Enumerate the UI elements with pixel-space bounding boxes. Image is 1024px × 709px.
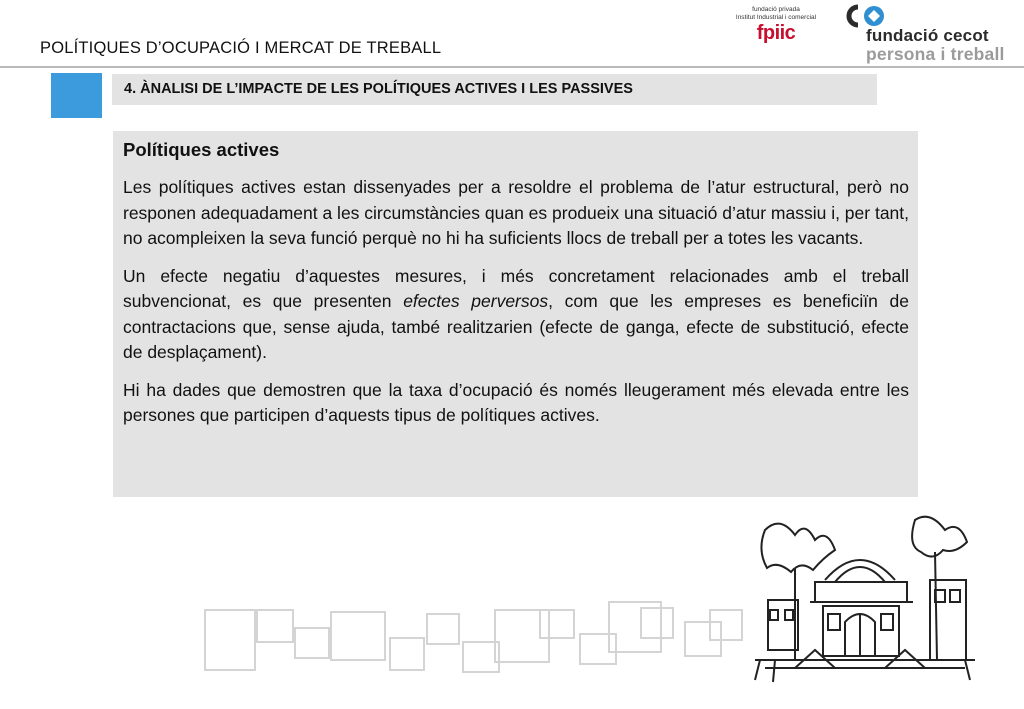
- cecot-emblem-icon: [844, 4, 890, 28]
- accent-square: [51, 73, 102, 118]
- content-heading: Polítiques actives: [123, 139, 280, 160]
- fpiic-logo: [728, 6, 824, 48]
- cecot-logo-tagline: persona i treball: [866, 44, 1005, 64]
- cecot-logo-name: fundació cecot: [866, 26, 989, 45]
- paragraph-3: Hi ha dades que demostren que la taxa d’ocupació és només lleugerament més elevada entre les persones que participen d’aquests tipus de polítiques actives.: [123, 379, 909, 425]
- paragraph-2: [123, 264, 909, 366]
- page-title: POLÍTIQUES D’OCUPACIÓ I MERCAT DE TREBALL: [40, 39, 442, 57]
- fpiic-logo-line1: fundació privada: [752, 6, 800, 13]
- decorative-illustration: [195, 510, 995, 700]
- paragraph-2-emphasis: efectes perversos: [403, 291, 549, 311]
- paragraph-2-text-b: , com que les empreses es beneficiïn de contractacions que, sense ajuda, també realitzarien (efecte de ganga, efecte de substitució, efecte de desplaçament).: [123, 291, 909, 362]
- decorative-squares: [205, 602, 742, 672]
- section-title: 4. ÀNALISI DE L’IMPACTE DE LES POLÍTIQUES ACTIVES I LES PASSIVES: [124, 81, 633, 97]
- content-panel: [113, 131, 918, 497]
- paragraph-1: Les polítiques actives estan dissenyades per a resoldre el problema de l’atur estructural, però no responen adequadament a les circumstàncies quan es produeix una situació d’atur massiu i, per tant, no acompleixen la seva funció perquè no hi ha suficients llocs de treball per a totes les vacants.: [123, 177, 910, 248]
- header-divider: [0, 66, 1024, 68]
- paragraph-2-text-a: Un efecte negatiu d’aquestes mesures, i més concretament relacionades amb el treball subvencionat, es que presenten: [123, 265, 909, 311]
- fpiic-logo-line2: Institut Industrial i comercial: [735, 13, 817, 21]
- cecot-logo: [844, 4, 1016, 64]
- section-header: [112, 74, 877, 105]
- building-sketch-icon: [755, 517, 975, 682]
- fpiic-logo-mark: fpiic: [756, 22, 796, 44]
